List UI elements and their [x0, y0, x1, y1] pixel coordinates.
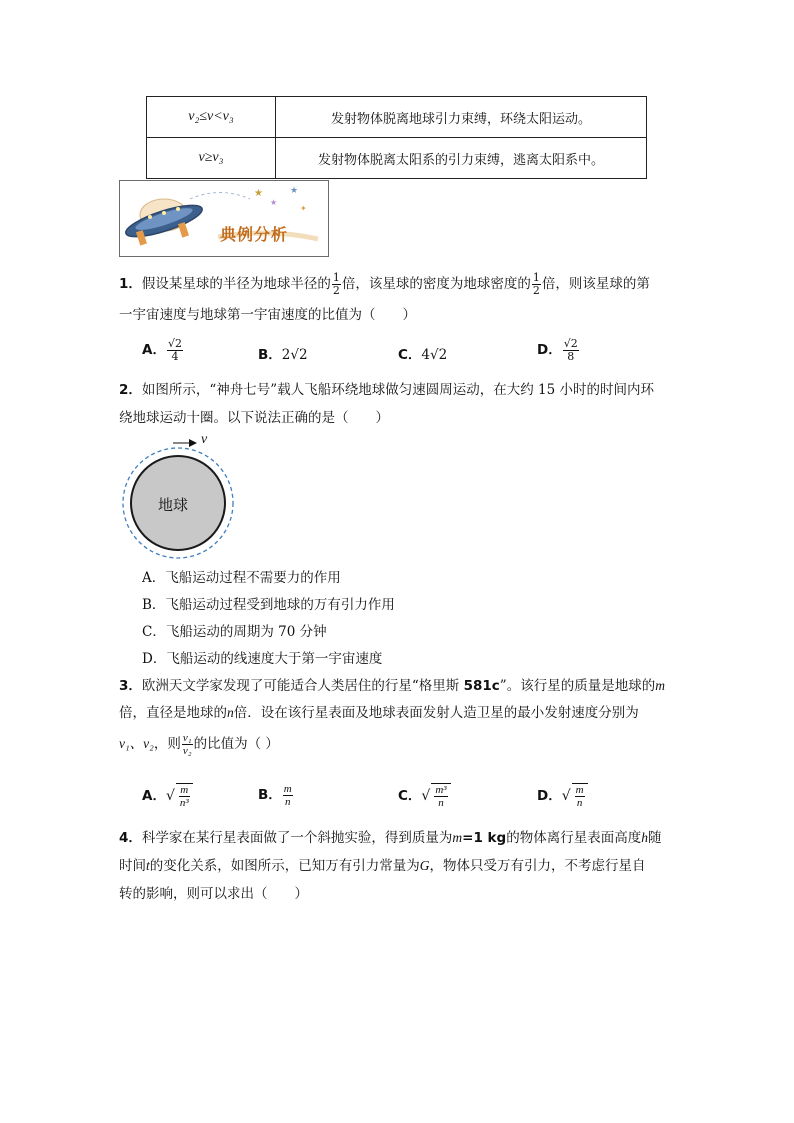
choice-a: A．飞船运动过程不需要力的作用 — [142, 570, 341, 586]
question-2-line-1: 2．如图所示，“神舟七号”载人飞船环绕地球做匀速圆周运动，在大约 15 小时的时间内环 — [119, 382, 654, 398]
example-banner — [119, 180, 329, 257]
question-1-line-1: 1．假设某星球的半径为地球半径的 $\frac{1}{2}$ 倍，该星球的密度为地球密度的 $\frac{1}{2}$ 倍，则该星球的第 — [119, 271, 650, 297]
question-4-line-1: 4．科学家在某行星表面做了一个斜抛实验，得到质量为m=1 kg的物体离行星表面高度h随 — [119, 830, 662, 846]
table-row — [147, 97, 647, 138]
question-number: 1． — [119, 276, 142, 292]
question-2-line-2: 绕地球运动十圈。以下说法正确的是（ ） — [119, 410, 389, 426]
result-cell: 发射物体脱离地球引力束缚，环绕太阳运动。 — [276, 97, 647, 138]
choice-d: D．飞船运动的线速度大于第一宇宙速度 — [142, 651, 383, 667]
banner-title: 典例分析 — [220, 225, 289, 244]
table-row — [147, 138, 647, 179]
choice-b: B．飞船运动过程受到地球的万有引力作用 — [142, 597, 395, 613]
question-4-line-2: 时间t的变化关系，如图所示，已知万有引力常量为G，物体只受万有引力，不考虑行星自 — [119, 858, 646, 874]
question-1-line-2: 一宇宙速度与地球第一宇宙速度的比值为（ ） — [119, 307, 416, 323]
question-3-line-3: v₁、v₂，则 $\frac{\text{v₁}}{\text{v₂}}$ 的比值为（ ） — [119, 732, 279, 757]
option-b: B．2√2 — [258, 347, 308, 363]
svg-text:★: ★ — [290, 186, 299, 196]
svg-text:✦: ✦ — [300, 204, 307, 213]
velocity-table — [146, 96, 647, 179]
question-3-line-2: 倍，直径是地球的n倍．设在该行星表面及地球表面发射人造卫星的最小发射速度分别为 — [119, 705, 639, 721]
question-4-line-3: 转的影响，则可以求出（ ） — [119, 886, 308, 902]
svg-text:★: ★ — [254, 188, 263, 199]
option-a: A．√ $\frac{m}{\text{n³}}$ — [142, 783, 193, 809]
choice-c: C．飞船运动的周期为 70 分钟 — [142, 624, 327, 640]
fraction: $\frac{1}{2}$ — [532, 271, 540, 297]
option-b: B． $\frac{m}{n}$ — [258, 783, 292, 808]
earth-label: 地球 — [158, 496, 189, 514]
question-3-line-1: 3．欧洲天文学家发现了可能适合人类居住的行星“格里斯 581c”。该行星的质量是地球的m — [119, 678, 665, 694]
option-a: A． $\frac{√2}{4}$ — [142, 337, 182, 363]
option-d: D． $\frac{√2}{8}$ — [537, 337, 578, 363]
option-c: C．4√2 — [398, 347, 448, 363]
fraction: $\frac{1}{2}$ — [332, 271, 340, 297]
condition-cell: v≥v₃ — [147, 138, 276, 179]
svg-text:★: ★ — [270, 198, 278, 207]
option-d: D．√ $\frac{m}{n}$ — [537, 783, 588, 809]
option-c: C．√ $\frac{\text{m³}}{n}$ — [398, 783, 451, 809]
result-cell: 发射物体脱离太阳系的引力束缚，逃离太阳系中。 — [276, 138, 647, 179]
velocity-label: v — [201, 432, 208, 447]
condition-cell: v₂≤v<v₃ — [147, 97, 276, 138]
